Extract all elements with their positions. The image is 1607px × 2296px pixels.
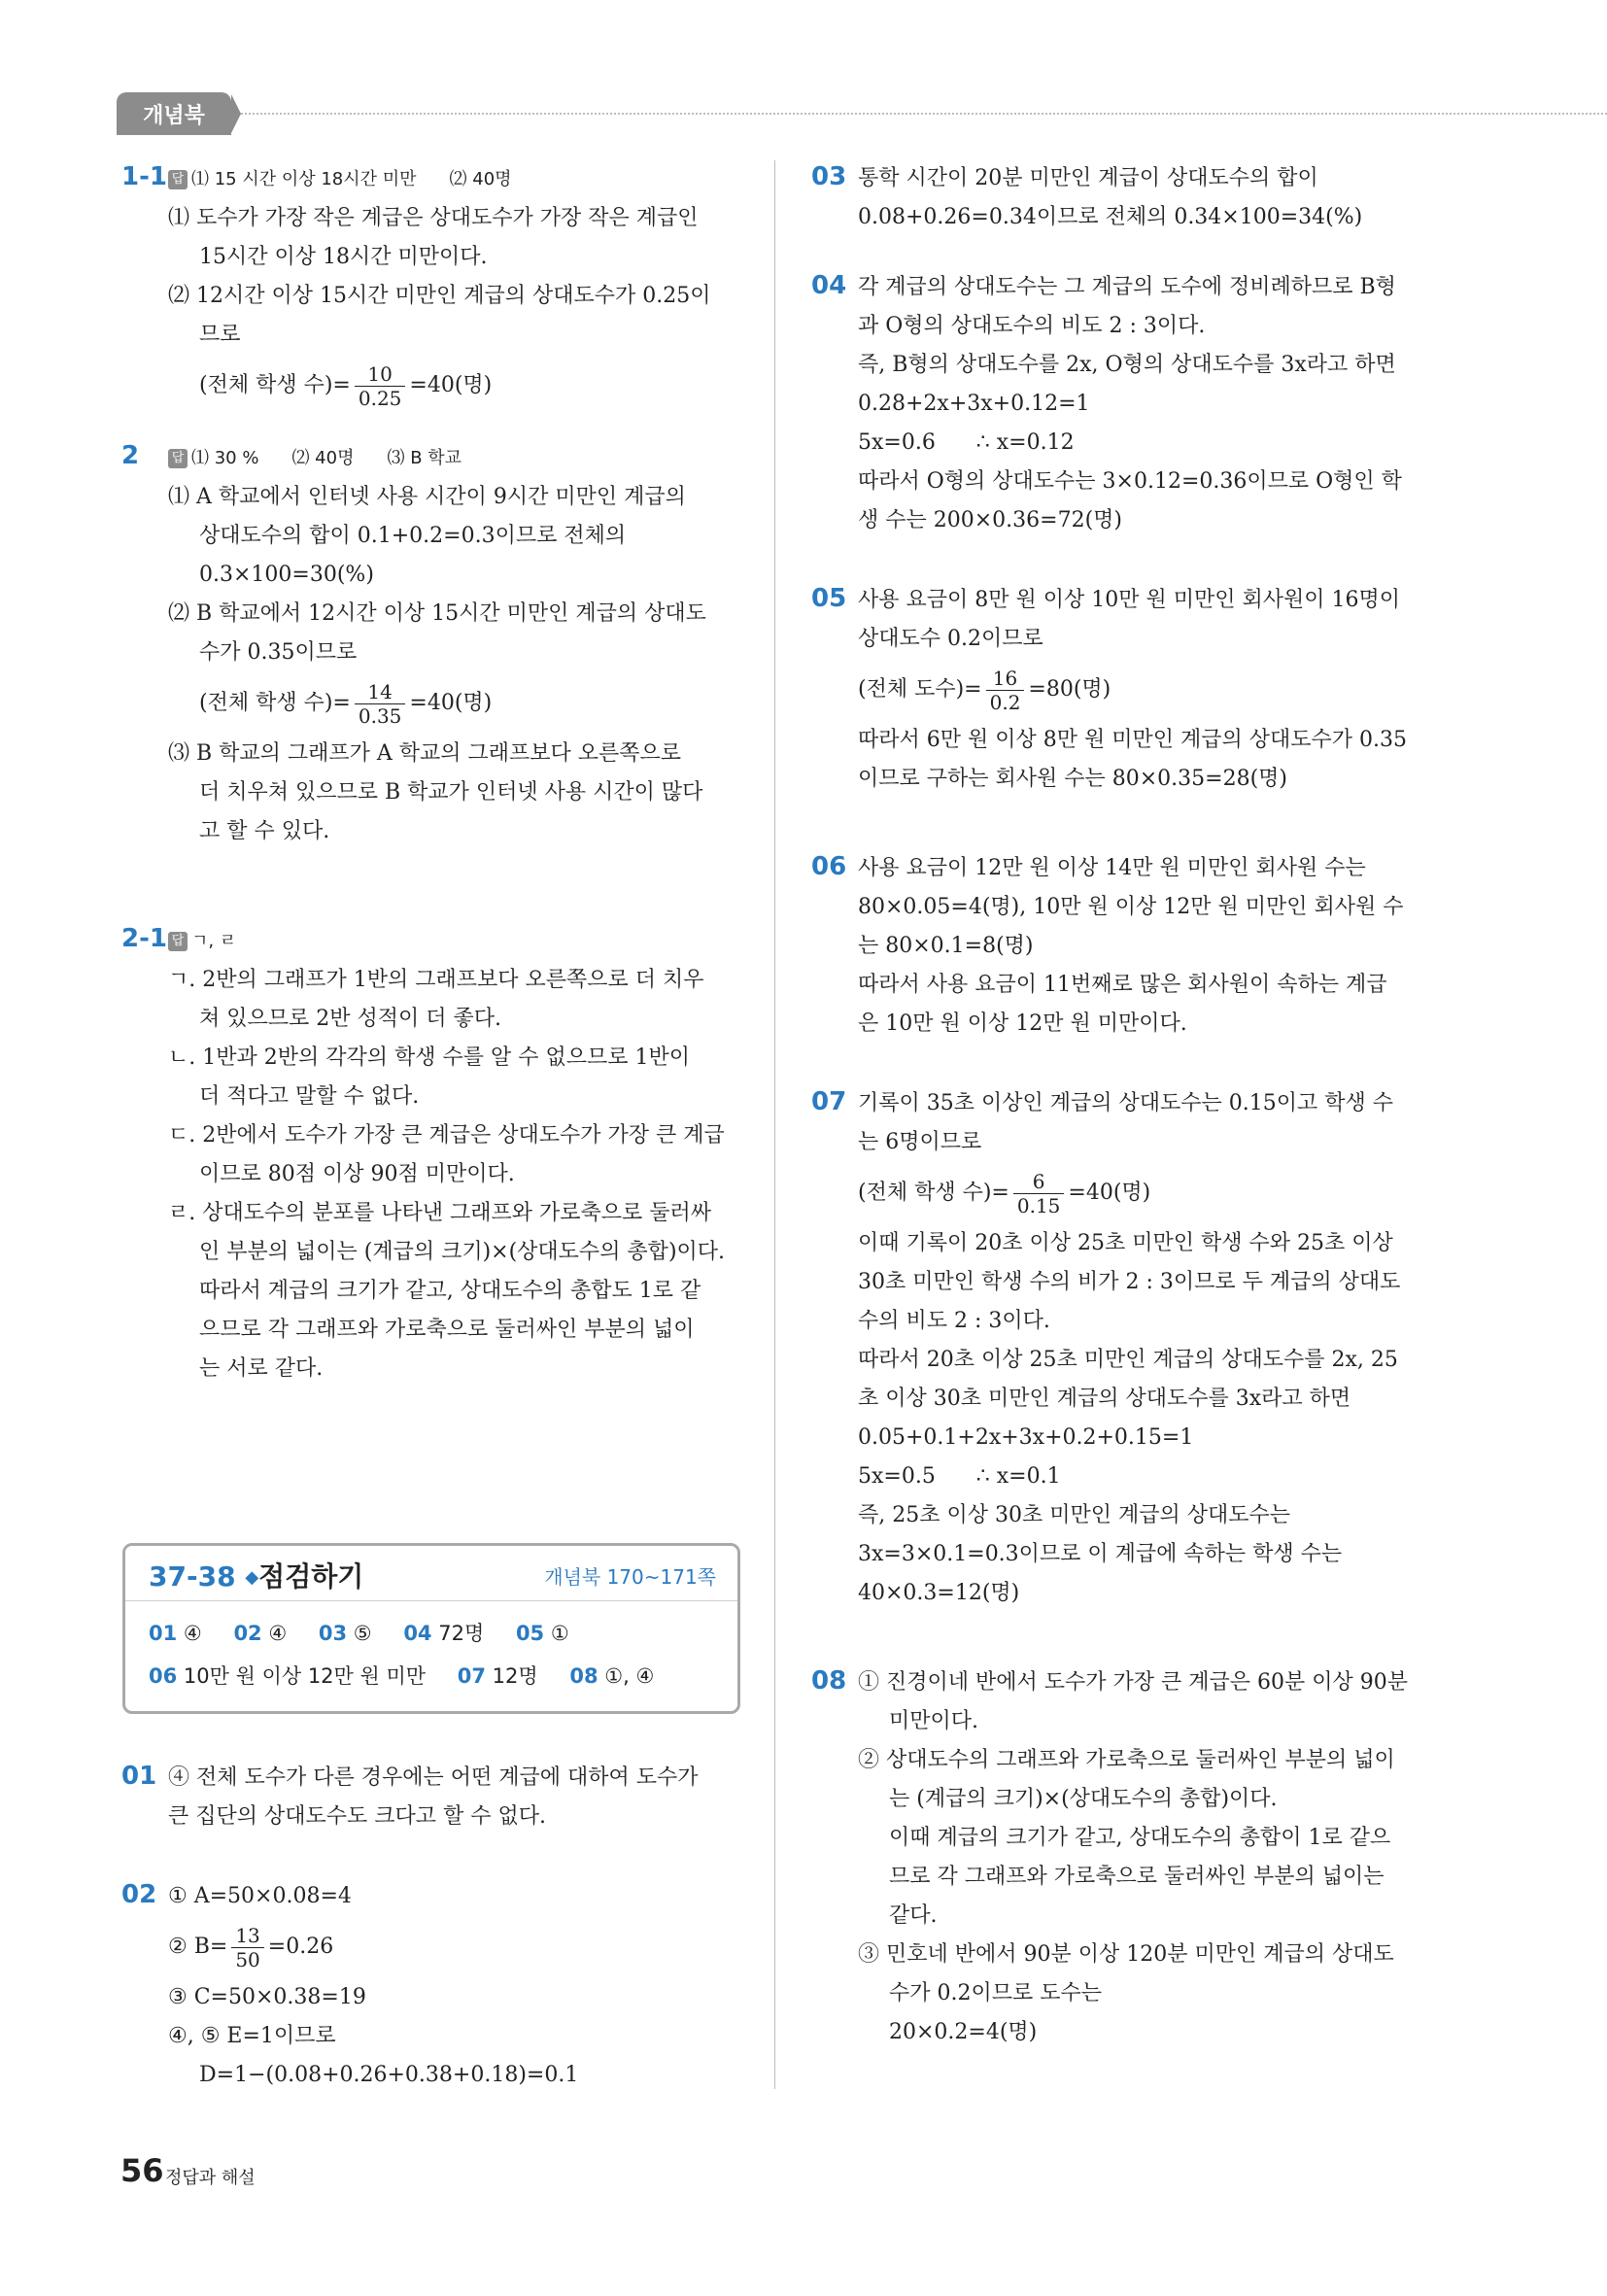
text-line: ㄴ. 1반과 2반의 각각의 학생 수를 알 수 없으므로 1반이 [168, 1045, 690, 1070]
text-line: ⑵ B 학교에서 12시간 이상 15시간 미만인 계급의 상대도 [168, 601, 706, 626]
formula-text: (전체 도수)= [858, 677, 982, 702]
denominator: 50 [235, 1947, 260, 1971]
text-line: 5x=0.6 ∴ x=0.12 [858, 430, 1075, 455]
text-line: 0.3×100=30(%) [199, 563, 374, 587]
answer-badge: 답 [168, 932, 188, 951]
answer-text: ⑴ 15 시간 이상 18시간 미만 [191, 169, 417, 189]
question-number: 01 [121, 1762, 157, 1791]
text-line: ① A=50×0.08=4 [168, 1884, 352, 1908]
question-number: 07 [811, 1087, 847, 1116]
text-line: 인 부분의 넓이는 (계급의 크기)×(상대도수의 총합)이다. [199, 1240, 726, 1264]
formula-text: (전체 학생 수)= [199, 691, 351, 715]
problem-number: 2 [121, 441, 140, 470]
text-line: 이므로 구하는 회사원 수는 80×0.35=28(명) [858, 767, 1288, 791]
text-line: ㄹ. 상대도수의 분포를 나타낸 그래프와 가로축으로 둘러싸 [168, 1201, 712, 1225]
fraction [355, 362, 406, 410]
summary-value: 12명 [492, 1664, 538, 1688]
section-tab [117, 92, 231, 135]
text-line: 0.08+0.26=0.34이므로 전체의 0.34×100=34(%) [858, 205, 1363, 229]
text-line: 따라서 사용 요금이 11번째로 많은 회사원이 속하는 계급 [858, 973, 1387, 997]
numerator: 6 [1013, 1170, 1065, 1194]
text-line: 이때 계급의 크기가 같고, 상대도수의 총합이 1로 같으 [889, 1826, 1391, 1850]
answer-text: ⑵ 40명 [291, 448, 355, 468]
summary-value: ④ [268, 1622, 288, 1645]
text-line: 초 이상 30초 미만인 계급의 상대도수를 3x라고 하면 [858, 1387, 1351, 1411]
text-line: 과 O형의 상대도수의 비도 2 : 3이다. [858, 314, 1206, 338]
numerator: 14 [355, 680, 406, 704]
problem-number: 1-1 [121, 162, 167, 191]
question-01 [121, 1757, 738, 1836]
numerator: 16 [986, 667, 1025, 691]
summary-value: ①, ④ [604, 1664, 655, 1688]
left-column-lower [121, 1757, 738, 2095]
text-line: 각 계급의 상대도수는 그 계급의 도수에 정비례하므로 B형 [858, 275, 1396, 299]
formula-line [121, 355, 738, 417]
section-tab-label: 개념북 [143, 103, 205, 128]
summary-title-text: 점검하기 [258, 1560, 364, 1593]
summary-value: ① [550, 1622, 569, 1645]
text-line: 기록이 35초 이상인 계급의 상대도수는 0.15이고 학생 수 [858, 1091, 1393, 1115]
summary-title [149, 1556, 363, 1594]
formula-line [811, 659, 1433, 721]
text-line: ① 진경이네 반에서 도수가 가장 큰 계급은 60분 이상 90분 [858, 1670, 1408, 1695]
answer-badge: 답 [168, 170, 188, 189]
text-line: 30초 미만인 학생 수의 비가 2 : 3이므로 두 계급의 상대도 [858, 1270, 1401, 1294]
question-number: 08 [811, 1666, 847, 1696]
summary-value: 72명 [438, 1622, 485, 1645]
problem-1-1 [121, 157, 738, 417]
summary-row-1 [149, 1618, 569, 1647]
text-line: 같다. [889, 1903, 938, 1928]
header-divider [241, 113, 1607, 115]
question-05 [811, 579, 1433, 799]
text-line: 생 수는 200×0.36=72(명) [858, 508, 1122, 532]
formula-text: =80(명) [1028, 677, 1111, 702]
text-line: 상대도수의 합이 0.1+0.2=0.3이므로 전체의 [199, 524, 627, 548]
question-number: 05 [811, 584, 847, 613]
fraction [986, 667, 1025, 714]
formula-line [811, 1162, 1433, 1224]
text-line: 므로 각 그래프와 가로축으로 둘러싸인 부분의 넓이는 [889, 1865, 1385, 1889]
fraction [355, 680, 406, 728]
text-line: ⑴ A 학교에서 인터넷 사용 시간이 9시간 미만인 계급의 [168, 485, 686, 509]
formula-line [121, 1916, 738, 1978]
numerator: 10 [355, 362, 406, 387]
question-number: 04 [811, 271, 847, 300]
fraction [231, 1924, 263, 1971]
text-line: ④, ⑤ E=1이므로 [168, 2024, 336, 2048]
text-line: 0.28+2x+3x+0.12=1 [858, 392, 1090, 416]
formula-line [121, 672, 738, 735]
text-line: ⑵ 12시간 이상 15시간 미만인 계급의 상대도수가 0.25이 [168, 284, 711, 308]
summary-value: ④ [183, 1622, 202, 1645]
problem-number: 2-1 [121, 924, 167, 953]
formula-text: ② B= [168, 1935, 228, 1959]
formula-text: =40(명) [409, 691, 493, 715]
formula-text: =40(명) [1068, 1181, 1151, 1205]
footer-label: 정답과 해설 [165, 2168, 256, 2188]
denominator: 0.35 [358, 703, 402, 728]
answer-summary-box [122, 1543, 740, 1714]
text-line: 즉, B형의 상대도수를 2x, O형의 상대도수를 3x라고 하면 [858, 353, 1396, 377]
text-line: ③ C=50×0.38=19 [168, 1985, 366, 2009]
text-line: 즉, 25초 이상 30초 미만인 계급의 상대도수는 [858, 1503, 1290, 1527]
text-line: 큰 집단의 상대도수도 크다고 할 수 없다. [168, 1804, 546, 1829]
text-line: 따라서 20초 이상 25초 미만인 계급의 상대도수를 2x, 25 [858, 1348, 1398, 1372]
tab-arrow [231, 94, 241, 133]
text-line: 3x=3×0.1=0.3이므로 이 계급에 속하는 학생 수는 [858, 1542, 1343, 1566]
text-line: ② 상대도수의 그래프와 가로축으로 둘러싸인 부분의 넓이 [858, 1748, 1395, 1772]
problem-2-1 [121, 919, 738, 1388]
text-line: ⑴ 도수가 가장 작은 계급은 상대도수가 가장 작은 계급인 [168, 206, 699, 230]
text-line: 통학 시간이 20분 미만인 계급이 상대도수의 합이 [858, 166, 1318, 190]
question-number: 02 [121, 1880, 157, 1909]
summary-row-2 [149, 1661, 654, 1690]
formula-text: =0.26 [267, 1935, 334, 1959]
text-line: 고 할 수 있다. [199, 819, 330, 843]
text-line: 이므로 80점 이상 90점 미만이다. [199, 1162, 515, 1186]
formula-text: (전체 학생 수)= [199, 373, 351, 397]
text-line: 더 적다고 말할 수 없다. [199, 1084, 420, 1109]
text-line: ⑶ B 학교의 그래프가 A 학교의 그래프보다 오른쪽으로 [168, 741, 682, 766]
text-line: 이때 기록이 20초 이상 25초 미만인 학생 수와 25초 이상 [858, 1231, 1393, 1255]
question-07 [811, 1082, 1433, 1613]
text-line: 는 서로 같다. [199, 1356, 324, 1381]
denominator: 0.25 [358, 386, 402, 410]
text-line: 수가 0.2이므로 도수는 [889, 1981, 1102, 2005]
right-column [811, 157, 1433, 2052]
page-number: 56 [120, 2152, 164, 2189]
summary-page-ref: 개념북 170~171쪽 [544, 1565, 716, 1589]
text-line: 따라서 6만 원 이상 8만 원 미만인 계급의 상대도수가 0.35 [858, 728, 1407, 752]
summary-key: 02 [233, 1622, 262, 1645]
summary-key: 08 [569, 1664, 598, 1688]
answer-text: ⑴ 30 % [191, 448, 259, 468]
problem-2 [121, 436, 738, 851]
text-line: 는 80×0.1=8(명) [858, 934, 1034, 958]
text-line: 쳐 있으므로 2반 성적이 더 좋다. [199, 1007, 501, 1031]
summary-title-number: 37-38 [149, 1560, 236, 1593]
text-line: D=1−(0.08+0.26+0.38+0.18)=0.1 [199, 2063, 579, 2087]
text-line: 80×0.05=4(명), 10만 원 이상 12만 원 미만인 회사원 수 [858, 895, 1404, 919]
text-line: ㄱ. 2반의 그래프가 1반의 그래프보다 오른쪽으로 더 치우 [168, 968, 704, 992]
summary-header [125, 1546, 737, 1601]
text-line: 더 치우쳐 있으므로 B 학교가 인터넷 사용 시간이 많다 [199, 780, 703, 805]
text-line: 으므로 각 그래프와 가로축으로 둘러싸인 부분의 넓이 [199, 1318, 695, 1342]
text-line: ㄷ. 2반에서 도수가 가장 큰 계급은 상대도수가 가장 큰 계급 [168, 1123, 725, 1148]
text-line: 5x=0.5 ∴ x=0.1 [858, 1464, 1061, 1489]
text-line: 수가 0.35이므로 [199, 640, 358, 665]
text-line: 상대도수 0.2이므로 [858, 627, 1043, 651]
text-line: 20×0.2=4(명) [889, 2020, 1038, 2044]
text-line: 미만이다. [889, 1709, 979, 1733]
summary-value: 10만 원 이상 12만 원 미만 [183, 1664, 427, 1688]
summary-key: 07 [457, 1664, 486, 1688]
summary-key: 01 [149, 1622, 178, 1645]
summary-key: 05 [515, 1622, 545, 1645]
summary-value: ⑤ [353, 1622, 372, 1645]
denominator: 0.15 [1016, 1193, 1061, 1217]
question-08 [811, 1662, 1433, 2052]
question-02 [121, 1875, 738, 2095]
column-divider [774, 160, 775, 2089]
answer-text: ⑵ 40명 [449, 169, 512, 189]
text-line: 40×0.3=12(명) [858, 1581, 1020, 1605]
formula-text: (전체 학생 수)= [858, 1181, 1009, 1205]
denominator: 0.2 [989, 690, 1021, 714]
fraction [1013, 1170, 1065, 1217]
answer-text: ㄱ, ㄹ [191, 931, 237, 951]
formula-text: =40(명) [409, 373, 493, 397]
question-06 [811, 847, 1433, 1044]
text-line: 15시간 이상 18시간 미만이다. [199, 245, 488, 269]
question-03 [811, 157, 1433, 237]
numerator: 13 [231, 1924, 263, 1948]
text-line: 므로 [199, 323, 241, 347]
question-number: 06 [811, 852, 847, 881]
answer-text: ⑶ B 학교 [387, 448, 462, 468]
text-line: 는 6명이므로 [858, 1130, 982, 1154]
summary-key: 04 [403, 1622, 432, 1645]
text-line: 은 10만 원 이상 12만 원 미만이다. [858, 1011, 1187, 1036]
answer-badge: 답 [168, 449, 188, 468]
text-line: 0.05+0.1+2x+3x+0.2+0.15=1 [858, 1425, 1194, 1450]
text-line: 사용 요금이 12만 원 이상 14만 원 미만인 회사원 수는 [858, 856, 1366, 880]
summary-key: 06 [149, 1664, 178, 1688]
text-line: 따라서 O형의 상대도수는 3×0.12=0.36이므로 O형인 학 [858, 469, 1402, 494]
text-line: ③ 민호네 반에서 90분 이상 120분 미만인 계급의 상대도 [858, 1942, 1394, 1967]
text-line: ④ 전체 도수가 다른 경우에는 어떤 계급에 대하여 도수가 [168, 1765, 699, 1790]
text-line: 수의 비도 2 : 3이다. [858, 1309, 1050, 1333]
text-line: 는 (계급의 크기)×(상대도수의 총합)이다. [889, 1787, 1278, 1811]
question-04 [811, 266, 1433, 540]
diamond-icon: ◆ [245, 1567, 259, 1588]
left-column [121, 157, 738, 1388]
question-number: 03 [811, 162, 847, 191]
text-line: 사용 요금이 8만 원 이상 10만 원 미만인 회사원이 16명이 [858, 588, 1400, 612]
text-line: 따라서 계급의 크기가 같고, 상대도수의 총합도 1로 같 [199, 1279, 701, 1303]
summary-key: 03 [318, 1622, 348, 1645]
